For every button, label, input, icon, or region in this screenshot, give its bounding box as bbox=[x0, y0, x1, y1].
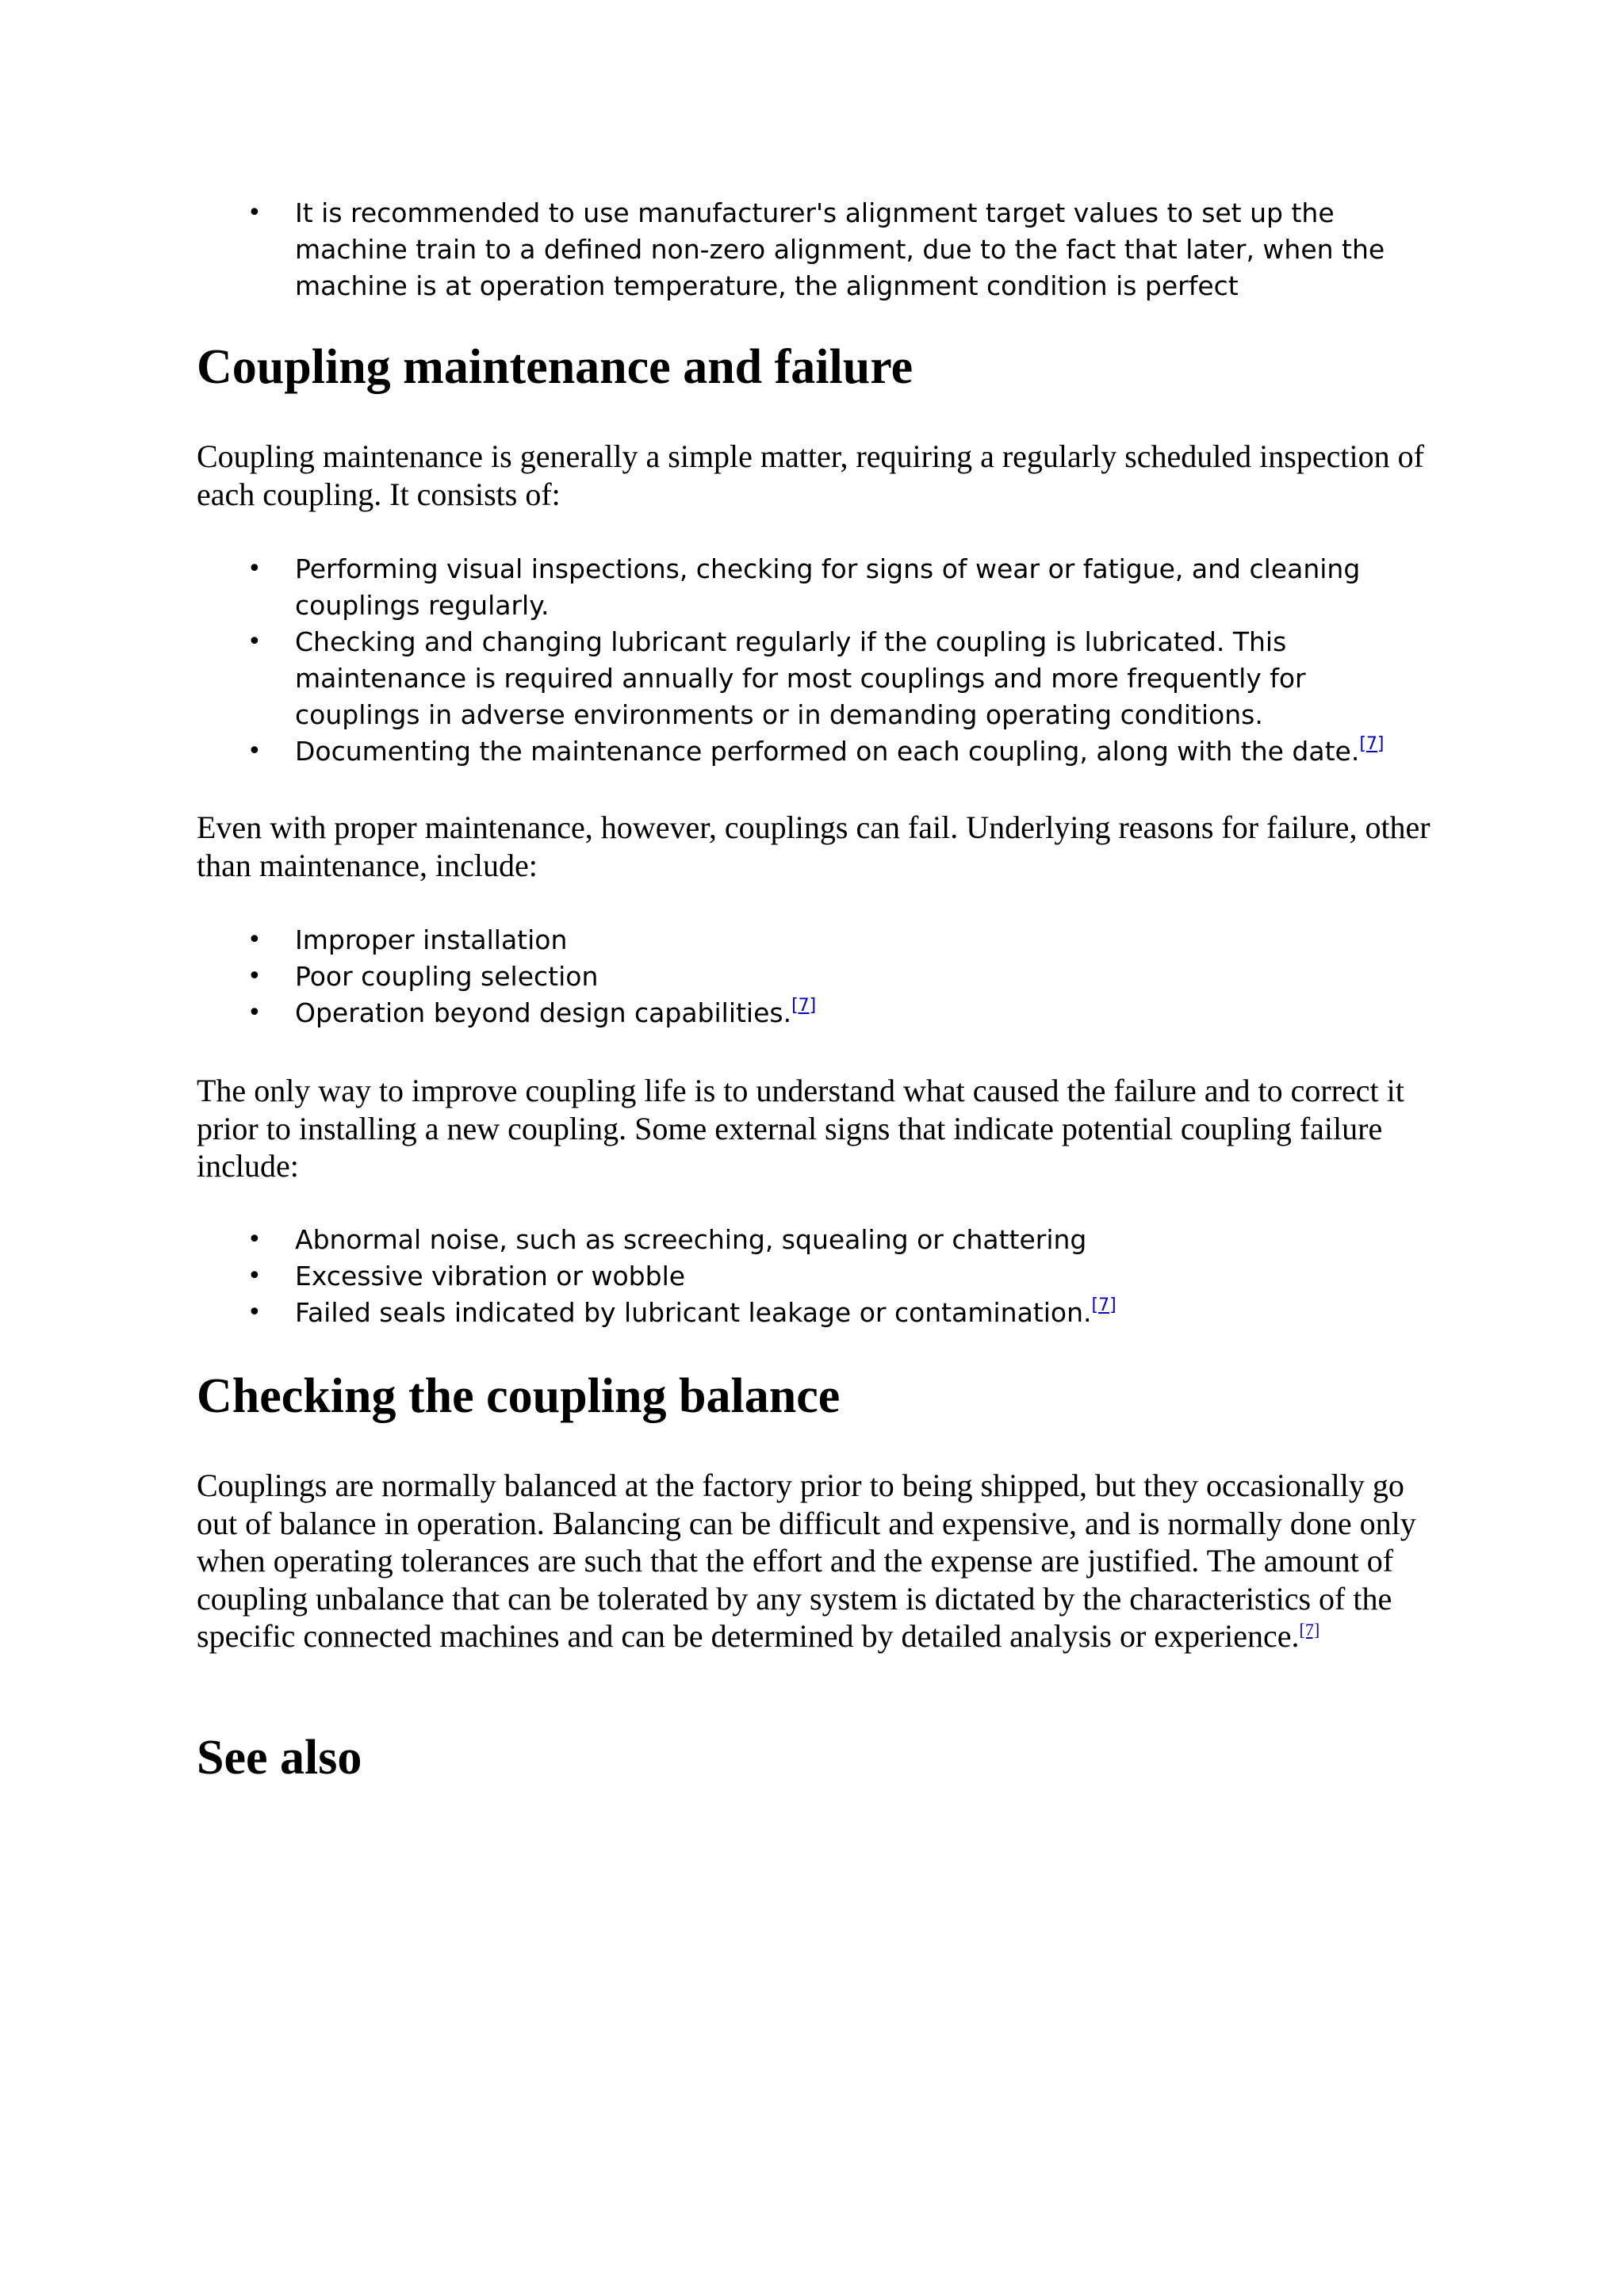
list-item bbox=[197, 995, 1434, 1031]
maintenance-heading-block bbox=[197, 342, 1434, 392]
paragraph: Coupling maintenance is generally a simple matter, requiring a regularly scheduled inspection of each coupling. It consists of: bbox=[197, 438, 1424, 512]
citation-link[interactable]: [7] bbox=[791, 996, 817, 1016]
list-item-text: Performing visual inspections, checking for signs of wear or fatigue, and cleaning couplings regularly. bbox=[295, 553, 1361, 621]
bullet-icon: • bbox=[247, 1299, 262, 1326]
maintenance-list3-block bbox=[197, 1222, 1434, 1331]
citation-ref bbox=[1300, 1620, 1320, 1640]
maintenance-list2-block bbox=[197, 922, 1434, 1031]
see-also-heading-block bbox=[197, 1731, 1434, 1785]
bullet-icon: • bbox=[247, 555, 262, 583]
bullet-icon: • bbox=[247, 962, 262, 990]
citation-ref bbox=[1359, 734, 1384, 754]
maintenance-para1-block bbox=[197, 438, 1434, 513]
list-item-text: Failed seals indicated by lubricant leakage or contamination. bbox=[295, 1297, 1092, 1328]
maintenance-list1-block bbox=[197, 551, 1434, 770]
bullet-icon: • bbox=[247, 1262, 262, 1290]
failure-reasons-list bbox=[197, 922, 1434, 1031]
citation-ref bbox=[791, 996, 816, 1016]
failure-signs-list bbox=[197, 1222, 1434, 1331]
list-item bbox=[197, 922, 1434, 959]
list-item-text: Checking and changing lubricant regularly if the coupling is lubricated. This maintenance is required annually for most couplings and more frequently for couplings in adverse environments or in demanding operating conditions. bbox=[295, 626, 1306, 730]
citation-link[interactable]: [7] bbox=[1359, 734, 1385, 754]
list-item-text: Improper installation bbox=[295, 924, 568, 955]
paragraph: The only way to improve coupling life is to understand what caused the failure and to correct it prior to installing a new coupling. Some external signs that indicate potential coupling failure include: bbox=[197, 1073, 1404, 1184]
list-item-text: Poor coupling selection bbox=[295, 961, 599, 992]
bullet-icon: • bbox=[247, 628, 262, 656]
paragraph bbox=[197, 1467, 1434, 1655]
intro-list bbox=[197, 195, 1434, 304]
balance-para-block bbox=[197, 1467, 1434, 1655]
list-item bbox=[197, 624, 1434, 733]
paragraph: Even with proper maintenance, however, couplings can fail. Underlying reasons for failure, other than maintenance, include: bbox=[197, 809, 1431, 883]
bullet-icon: • bbox=[247, 1226, 262, 1253]
maintenance-steps-list bbox=[197, 551, 1434, 770]
citation-link[interactable]: [7] bbox=[1299, 1620, 1320, 1640]
section-heading-maintenance: Coupling maintenance and failure bbox=[197, 340, 914, 394]
bullet-icon: • bbox=[247, 999, 262, 1027]
list-item bbox=[197, 733, 1434, 770]
list-item bbox=[197, 959, 1434, 995]
balance-heading-block bbox=[197, 1369, 1434, 1423]
list-item bbox=[197, 1295, 1434, 1331]
list-item bbox=[197, 551, 1434, 624]
list-item-text: Excessive vibration or wobble bbox=[295, 1261, 686, 1292]
section-heading-balance: Checking the coupling balance bbox=[197, 1369, 841, 1423]
maintenance-para2-block bbox=[197, 809, 1434, 884]
list-item bbox=[197, 195, 1434, 304]
bullet-icon: • bbox=[247, 926, 262, 954]
list-item-text: It is recommended to use manufacturer's alignment target values to set up the machine train to a defined non-zero alignment, due to the fact that later, when the machine is at operation temperature, the alignment condition is perfect bbox=[295, 197, 1385, 301]
list-item bbox=[197, 1222, 1434, 1258]
paragraph-text: Couplings are normally balanced at the factory prior to being shipped, but they occasionally go out of balance in operation. Balancing can be difficult and expensive, and is normally done only when operating tolerances are such that the effort and the expense are justified. The amount of coupling unbalance that can be tolerated by any system is dictated by the characteristics of the specific connected machines and can be determined by detailed analysis or experience. bbox=[197, 1468, 1416, 1654]
section-heading-see-also: See also bbox=[197, 1731, 362, 1785]
list-item-text: Operation beyond design capabilities. bbox=[295, 997, 792, 1028]
list-item bbox=[197, 1258, 1434, 1295]
intro-list-block bbox=[197, 195, 1434, 304]
maintenance-para3-block bbox=[197, 1072, 1434, 1185]
list-item-text: Documenting the maintenance performed on each coupling, along with the date. bbox=[295, 736, 1360, 767]
bullet-icon: • bbox=[247, 737, 262, 765]
citation-ref bbox=[1092, 1295, 1116, 1315]
list-item-text: Abnormal noise, such as screeching, squealing or chattering bbox=[295, 1224, 1087, 1255]
citation-link[interactable]: [7] bbox=[1091, 1295, 1116, 1315]
bullet-icon: • bbox=[247, 199, 262, 227]
